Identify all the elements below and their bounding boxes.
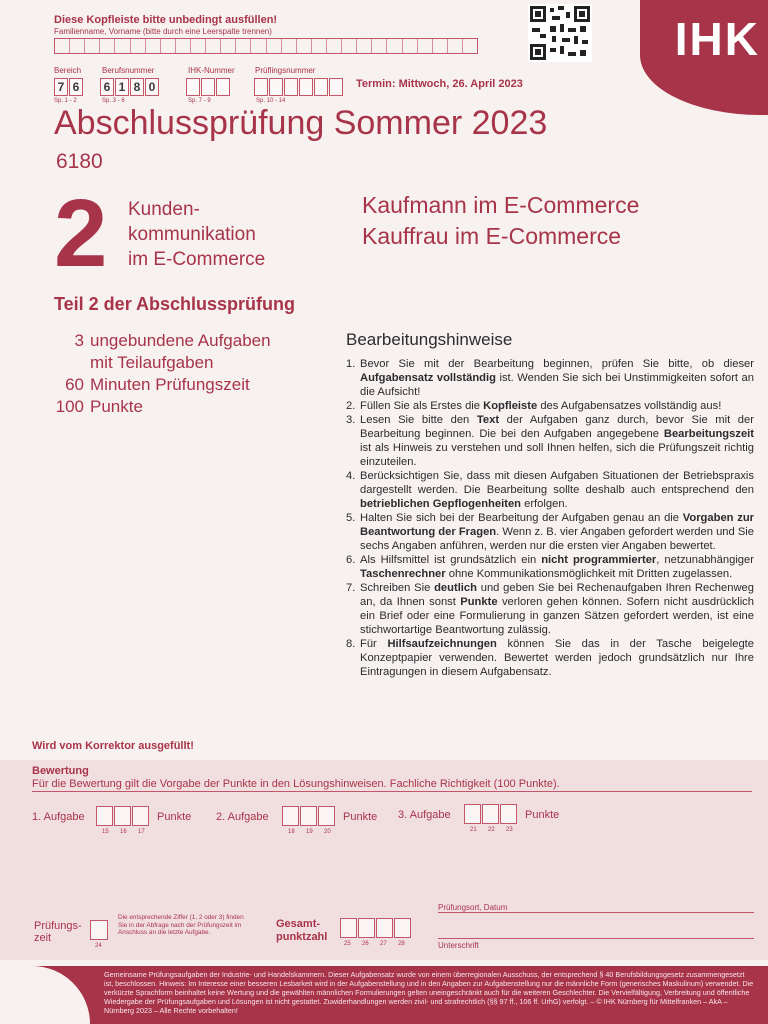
instruction-item: 2. Füllen Sie als Erstes die Kopfleiste des Aufgabensatzes vollständig aus! bbox=[346, 400, 722, 412]
signature-label: Unterschrift bbox=[438, 941, 479, 950]
task-3-score-field[interactable] bbox=[464, 804, 518, 824]
header-warning: Diese Kopfleiste bitte unbedingt ausfüllen! bbox=[54, 14, 278, 26]
beruf-digit: 0 bbox=[145, 78, 159, 96]
prueflingsnummer-field[interactable] bbox=[254, 78, 344, 96]
instruction-item: 6. Als Hilfsmittel ist grundsätzlich ein nicht programmierter, netzunabhängiger Taschenrechner ohne Kommunikationsmöglichkeit mit Dritten zugelassen. bbox=[346, 554, 754, 580]
col-hint: Sp. 7 - 9 bbox=[188, 98, 211, 104]
instructions-heading: Bearbeitungshinweise bbox=[346, 330, 513, 349]
grading-heading: Bewertung bbox=[32, 765, 89, 777]
col-number: 19 bbox=[306, 829, 313, 835]
instruction-item: 1. Bevor Sie mit der Bearbeitung beginnen, prüfen Sie bitte, ob dieser Aufgabensatz vollständig ist. Wenden Sie sich bei Unstimmigkeiten sofort an die Aufsicht! bbox=[346, 358, 755, 398]
ihk-logo: IHK bbox=[674, 13, 760, 65]
col-number: 27 bbox=[380, 941, 387, 947]
bereich-digit: 6 bbox=[69, 78, 83, 96]
col-number: 26 bbox=[362, 941, 369, 947]
instruction-item: 8. Für Hilfsaufzeichnungen können Sie das in der Tasche beigelegte Konzeptpapier verwenden. Bewertet werden jedoch grundsätzlich nur Ihre Eintragungen in diesem Aufgabensatz. bbox=[346, 638, 755, 678]
task-2-score-field[interactable] bbox=[282, 806, 336, 826]
col-number: 21 bbox=[470, 827, 477, 833]
exam-time-field[interactable] bbox=[90, 920, 108, 940]
col-hint: Sp. 1 - 2 bbox=[54, 98, 77, 104]
task-1-points-label: Punkte bbox=[157, 811, 192, 823]
col-number: 24 bbox=[95, 943, 102, 949]
col-number: 15 bbox=[102, 829, 109, 835]
instruction-item: 7. Schreiben Sie deutlich und geben Sie bei Rechenaufgaben Ihren Rechenweg an, da Ihnen sonst Punkte verloren gehen können. Sofern nicht ausdrücklich ein Brief oder eine Formulierung in ganzen Sätzen gefordert werden, ist eine stichwortartige Beantwortung zulässig. bbox=[346, 582, 754, 636]
exam-date: Termin: Mittwoch, 26. April 2023 bbox=[356, 78, 523, 90]
corrector-heading: Wird vom Korrektor ausgefüllt! bbox=[32, 740, 194, 752]
task-3-label: 3. Aufgabe bbox=[398, 809, 451, 821]
bereich-digit: 7 bbox=[54, 78, 68, 96]
name-input-boxes[interactable] bbox=[54, 38, 478, 54]
exam-time-label: Prüfungs- zeit bbox=[34, 920, 82, 944]
berufsnummer-field[interactable] bbox=[100, 78, 160, 96]
task-2-label: 2. Aufgabe bbox=[216, 811, 269, 823]
instruction-item: 4. Berücksichtigen Sie, dass mit diesen Aufgaben Situationen der Betriebspraxis dargestellt werden. Die Bearbeitung sollte deshalb auch entsprechend den betrieblichen Gepflogenheiten erfolgen. bbox=[346, 470, 754, 510]
total-points-label: Gesamt- punktzahl bbox=[276, 918, 328, 943]
place-date-label: Prüfungsort, Datum bbox=[438, 903, 508, 912]
beruf-digit: 1 bbox=[115, 78, 129, 96]
col-number: 17 bbox=[138, 829, 145, 835]
instruction-item: 3. Lesen Sie bitte den Text der Aufgaben ganz durch, bevor Sie mit der Bearbeitung beginnen. Die bei den Aufgaben angegebene Bearbeitungszeit ist als Hinweis zu verstehen und soll Ihnen helfen, sich die Prüfungszeit richtig einzuteilen. bbox=[346, 414, 754, 468]
profession-names: Kaufmann im E-Commerce Kauffrau im E-Commerce bbox=[362, 192, 640, 249]
task-3-points-label: Punkte bbox=[525, 809, 560, 821]
instruction-item: 5. Halten Sie sich bei der Bearbeitung der Aufgaben genau an die Vorgaben zur Beantwortung der Fragen. Wenn z. B. vier Angaben gefordert werden und Sie sechs Angaben anführen, werden nur die ersten vier Angaben bewertet. bbox=[346, 512, 755, 552]
divider bbox=[32, 791, 752, 792]
col-number: 20 bbox=[324, 829, 331, 835]
col-number: 23 bbox=[506, 827, 513, 833]
col-number: 28 bbox=[398, 941, 405, 947]
task-1-label: 1. Aufgabe bbox=[32, 811, 85, 823]
signature-line[interactable] bbox=[438, 938, 754, 939]
exam-topic: Kunden- kommunikation im E-Commerce bbox=[128, 199, 266, 270]
bereich-field[interactable] bbox=[54, 78, 84, 96]
name-field-label: Familienname, Vorname (bitte durch eine Leerspalte trennen) bbox=[54, 27, 272, 36]
footer-legal-text: Gemeinsame Prüfungsaufgaben der Industrie- und Handelskammern. Dieser Aufgabensatz wurde von einem überregionalen Ausschuss, der entsprechend § 40 Berufsbildungsgesetz zusammengesetzt ist, beschlossen. Hinweis: Im Interesse einer besseren Lesbarkeit wird in der Aufgabenstellung und in den Angaben zur Aufgabenstellung nur die männliche Form (generisches Maskulinum) verwendet. Die verkürzte Sprachform beinhaltet keine Wertung und die gewählten männlichen Formulierungen gelten uneingeschränkt auch für die weiteren Geschlechter. Die Vervielfältigung, Verbreitung und öffentliche Wiedergabe der Prüfungsaufgaben und Lösungen ist nicht gestattet. Zuwiderhandlungen werden zivil- und strafrechtlich (§§ 97 ff., 106 ff. UrhG) verfolgt. – © IHK Nürnberg für Mittelfranken – AkA – Nürnberg 2023 – Alle Rechte vorbehalten! bbox=[104, 970, 754, 1015]
exam-part-number: 2 bbox=[54, 180, 108, 287]
ihk-nummer-label: IHK-Nummer bbox=[188, 66, 235, 75]
col-number: 18 bbox=[288, 829, 295, 835]
instructions-list bbox=[346, 357, 754, 679]
col-number: 25 bbox=[344, 941, 351, 947]
profession-code: 6180 bbox=[56, 150, 103, 173]
col-number: 22 bbox=[488, 827, 495, 833]
task-2-points-label: Punkte bbox=[343, 811, 378, 823]
exam-time-hint: Die entsprechende Ziffer (1, 2 oder 3) finden Sie in der Abfrage nach der Prüfungszeit im Anschluss an die letzte Aufgabe. bbox=[118, 914, 244, 937]
grading-note: Für die Bewertung gilt die Vorgabe der Punkte in den Lösungshinweisen. Fachliche Richtigkeit (100 Punkte). bbox=[32, 778, 560, 790]
col-number: 16 bbox=[120, 829, 127, 835]
place-date-line[interactable] bbox=[438, 912, 754, 913]
col-hint: Sp. 10 - 14 bbox=[256, 98, 286, 104]
task-1-score-field[interactable] bbox=[96, 806, 150, 826]
exam-part-heading: Teil 2 der Abschlussprüfung bbox=[54, 294, 296, 314]
bereich-label: Bereich bbox=[54, 66, 82, 75]
berufsnummer-label: Berufsnummer bbox=[102, 66, 155, 75]
beruf-digit: 8 bbox=[130, 78, 144, 96]
qr-code-icon bbox=[528, 4, 592, 62]
beruf-digit: 6 bbox=[100, 78, 114, 96]
ihk-nummer-field[interactable] bbox=[186, 78, 231, 96]
prueflingsnummer-label: Prüflingsnummer bbox=[255, 66, 316, 75]
col-hint: Sp. 3 - 6 bbox=[102, 98, 125, 104]
page-title: Abschlussprüfung Sommer 2023 bbox=[54, 104, 548, 142]
total-points-field[interactable] bbox=[340, 918, 412, 938]
exam-facts: 3 ungebundene Aufgaben mit Teilaufgaben 60 Minuten Prüfungszeit 100 Punkte bbox=[55, 331, 271, 416]
